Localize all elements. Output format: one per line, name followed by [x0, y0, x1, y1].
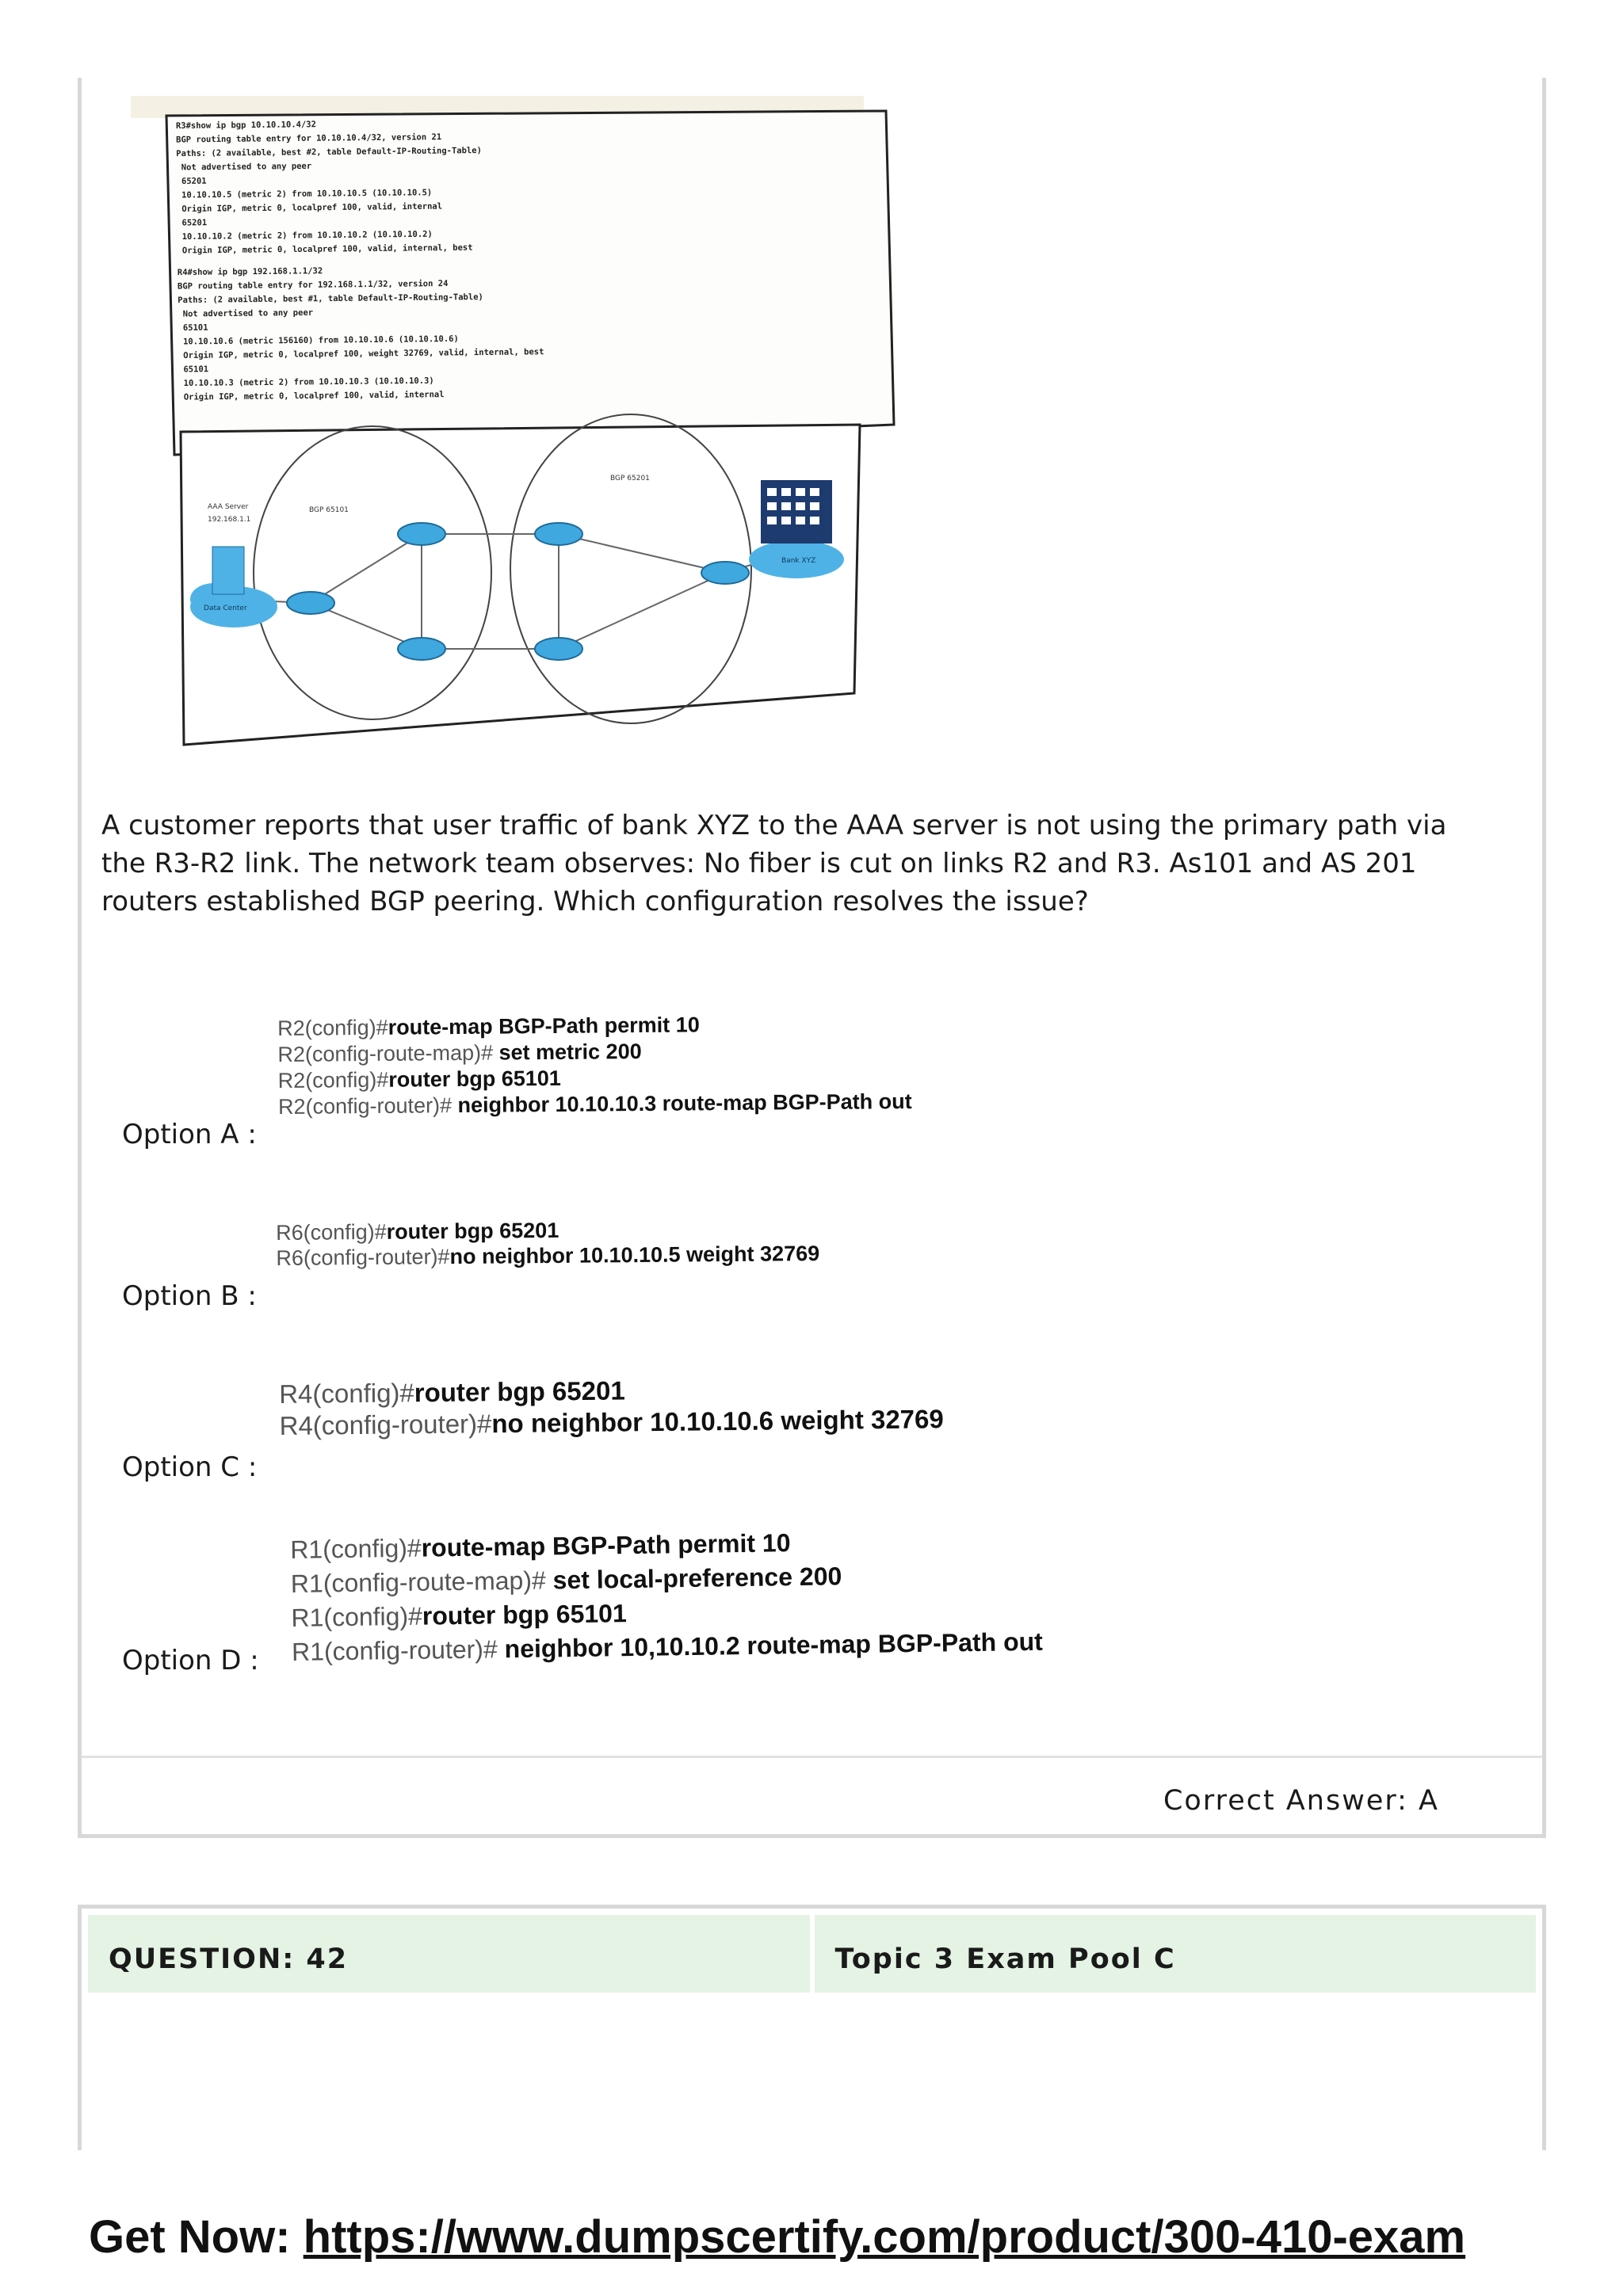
correct-answer: Correct Answer: A — [1163, 1785, 1439, 1817]
config-line: R2(config)#route-map BGP-Path permit 10 — [277, 1013, 700, 1040]
config-line: R2(config)#router bgp 65101 — [277, 1066, 561, 1093]
cli-line: 10.10.10.2 (metric 2) from 10.10.10.2 (10.10.10.2) — [177, 229, 433, 242]
cli-line: Paths: (2 available, best #2, table Default-IP-Routing-Table) — [176, 146, 482, 159]
footer-link[interactable]: https://www.dumpscertify.com/product/300-410-exam — [303, 2211, 1466, 2263]
config-line: R4(config)#router bgp 65201 — [279, 1375, 625, 1409]
router-r5-icon — [535, 638, 582, 660]
cli-line: 65101 — [178, 322, 208, 334]
aaa-ip-label: 192.168.1.1 — [208, 516, 251, 524]
question-text: A customer reports that user traffic of bank XYZ to the AAA server is not using the primary path via the R3-R2 link. The network team observes: No fiber is cut on links R2 and R3. As101 and AS 201 routers established BGP peering. Which configuration resolves the issue? — [101, 810, 1447, 917]
data-center-label: Data Center — [204, 605, 247, 612]
next-question-header — [88, 1915, 1536, 1993]
cli-line: Origin IGP, metric 0, localpref 100, valid, internal — [176, 201, 443, 215]
cli-line: 65201 — [177, 218, 208, 228]
option-d-config — [290, 1523, 1043, 1669]
next-question-frame — [78, 1905, 1546, 2150]
router-r2-icon — [398, 523, 445, 545]
config-line: R1(config-route-map)# set local-preference 200 — [290, 1562, 842, 1598]
cli-line: Not advertised to any peer — [176, 161, 312, 173]
cli-line: Not advertised to any peer — [178, 307, 314, 319]
cli-line: 65101 — [178, 364, 209, 375]
exhibit-image — [127, 93, 896, 751]
option-a-label[interactable]: Option A : — [122, 1119, 257, 1150]
cli-line: R3#show ip bgp 10.10.10.4/32 — [175, 120, 316, 132]
router-r4-icon — [701, 562, 749, 584]
cli-line: BGP routing table entry for 192.168.1.1/32, version 24 — [177, 278, 449, 292]
footer-banner — [89, 2210, 1465, 2264]
cli-line: Origin IGP, metric 0, localpref 100, weight 32769, valid, internal, best — [178, 347, 544, 361]
router-r6-icon — [398, 638, 445, 660]
option-d-label[interactable]: Option D : — [122, 1645, 259, 1676]
config-line: R4(config-router)#no neighbor 10.10.10.6 weight 32769 — [279, 1404, 944, 1440]
cli-line: 10.10.10.5 (metric 2) from 10.10.10.5 (10.10.10.5) — [176, 188, 433, 200]
bank-label: Bank XYZ — [781, 557, 816, 565]
router-r3-icon — [535, 523, 582, 545]
config-line: R1(config)#route-map BGP-Path permit 10 — [290, 1528, 791, 1564]
config-line: R1(config-router)# neighbor 10,10.10.2 route-map BGP-Path out — [291, 1627, 1044, 1666]
aaa-server-label: AAA Server — [208, 503, 249, 511]
cli-line: Origin IGP, metric 0, localpref 100, valid, internal, best — [177, 242, 473, 256]
config-line: R6(config)#router bgp 65201 — [276, 1218, 559, 1245]
option-b-config — [276, 1215, 819, 1271]
footer-prefix: Get Now: — [89, 2211, 304, 2263]
question-topic: Topic 3 Exam Pool C — [815, 1915, 1537, 1993]
router-r1-icon — [287, 592, 334, 614]
as-left-label: BGP 65101 — [309, 506, 349, 514]
cli-line: 65201 — [176, 176, 207, 187]
cli-line: 10.10.10.6 (metric 156160) from 10.10.10.6 (10.10.10.6) — [178, 334, 459, 347]
cli-output-panel — [166, 111, 894, 455]
cli-line: 10.10.10.3 (metric 2) from 10.10.10.3 (10.10.10.3) — [178, 376, 434, 389]
config-line: R6(config-router)#no neighbor 10.10.10.5 weight 32769 — [276, 1241, 820, 1270]
option-b-label[interactable]: Option B : — [122, 1280, 257, 1312]
config-line: R1(config)#router bgp 65101 — [291, 1599, 627, 1632]
answer-row — [82, 1756, 1542, 1836]
cli-line: BGP routing table entry for 10.10.10.4/32, version 21 — [176, 132, 442, 145]
as-right-label: BGP 65201 — [610, 475, 650, 482]
option-c-label[interactable]: Option C : — [122, 1451, 258, 1483]
question-number: QUESTION: 42 — [88, 1915, 810, 1993]
option-c-config — [279, 1371, 944, 1442]
option-a-config — [277, 1010, 912, 1120]
cli-line: Origin IGP, metric 0, localpref 100, valid, internal — [178, 390, 445, 402]
config-line: R2(config-route-map)# set metric 200 — [277, 1039, 642, 1066]
topology-diagram — [181, 414, 860, 745]
config-line: R2(config-router)# neighbor 10.10.10.3 route-map BGP-Path out — [277, 1089, 912, 1119]
cli-line: R4#show ip bgp 192.168.1.1/32 — [177, 266, 323, 278]
cli-line: Paths: (2 available, best #1, table Default-IP-Routing-Table) — [178, 292, 483, 306]
